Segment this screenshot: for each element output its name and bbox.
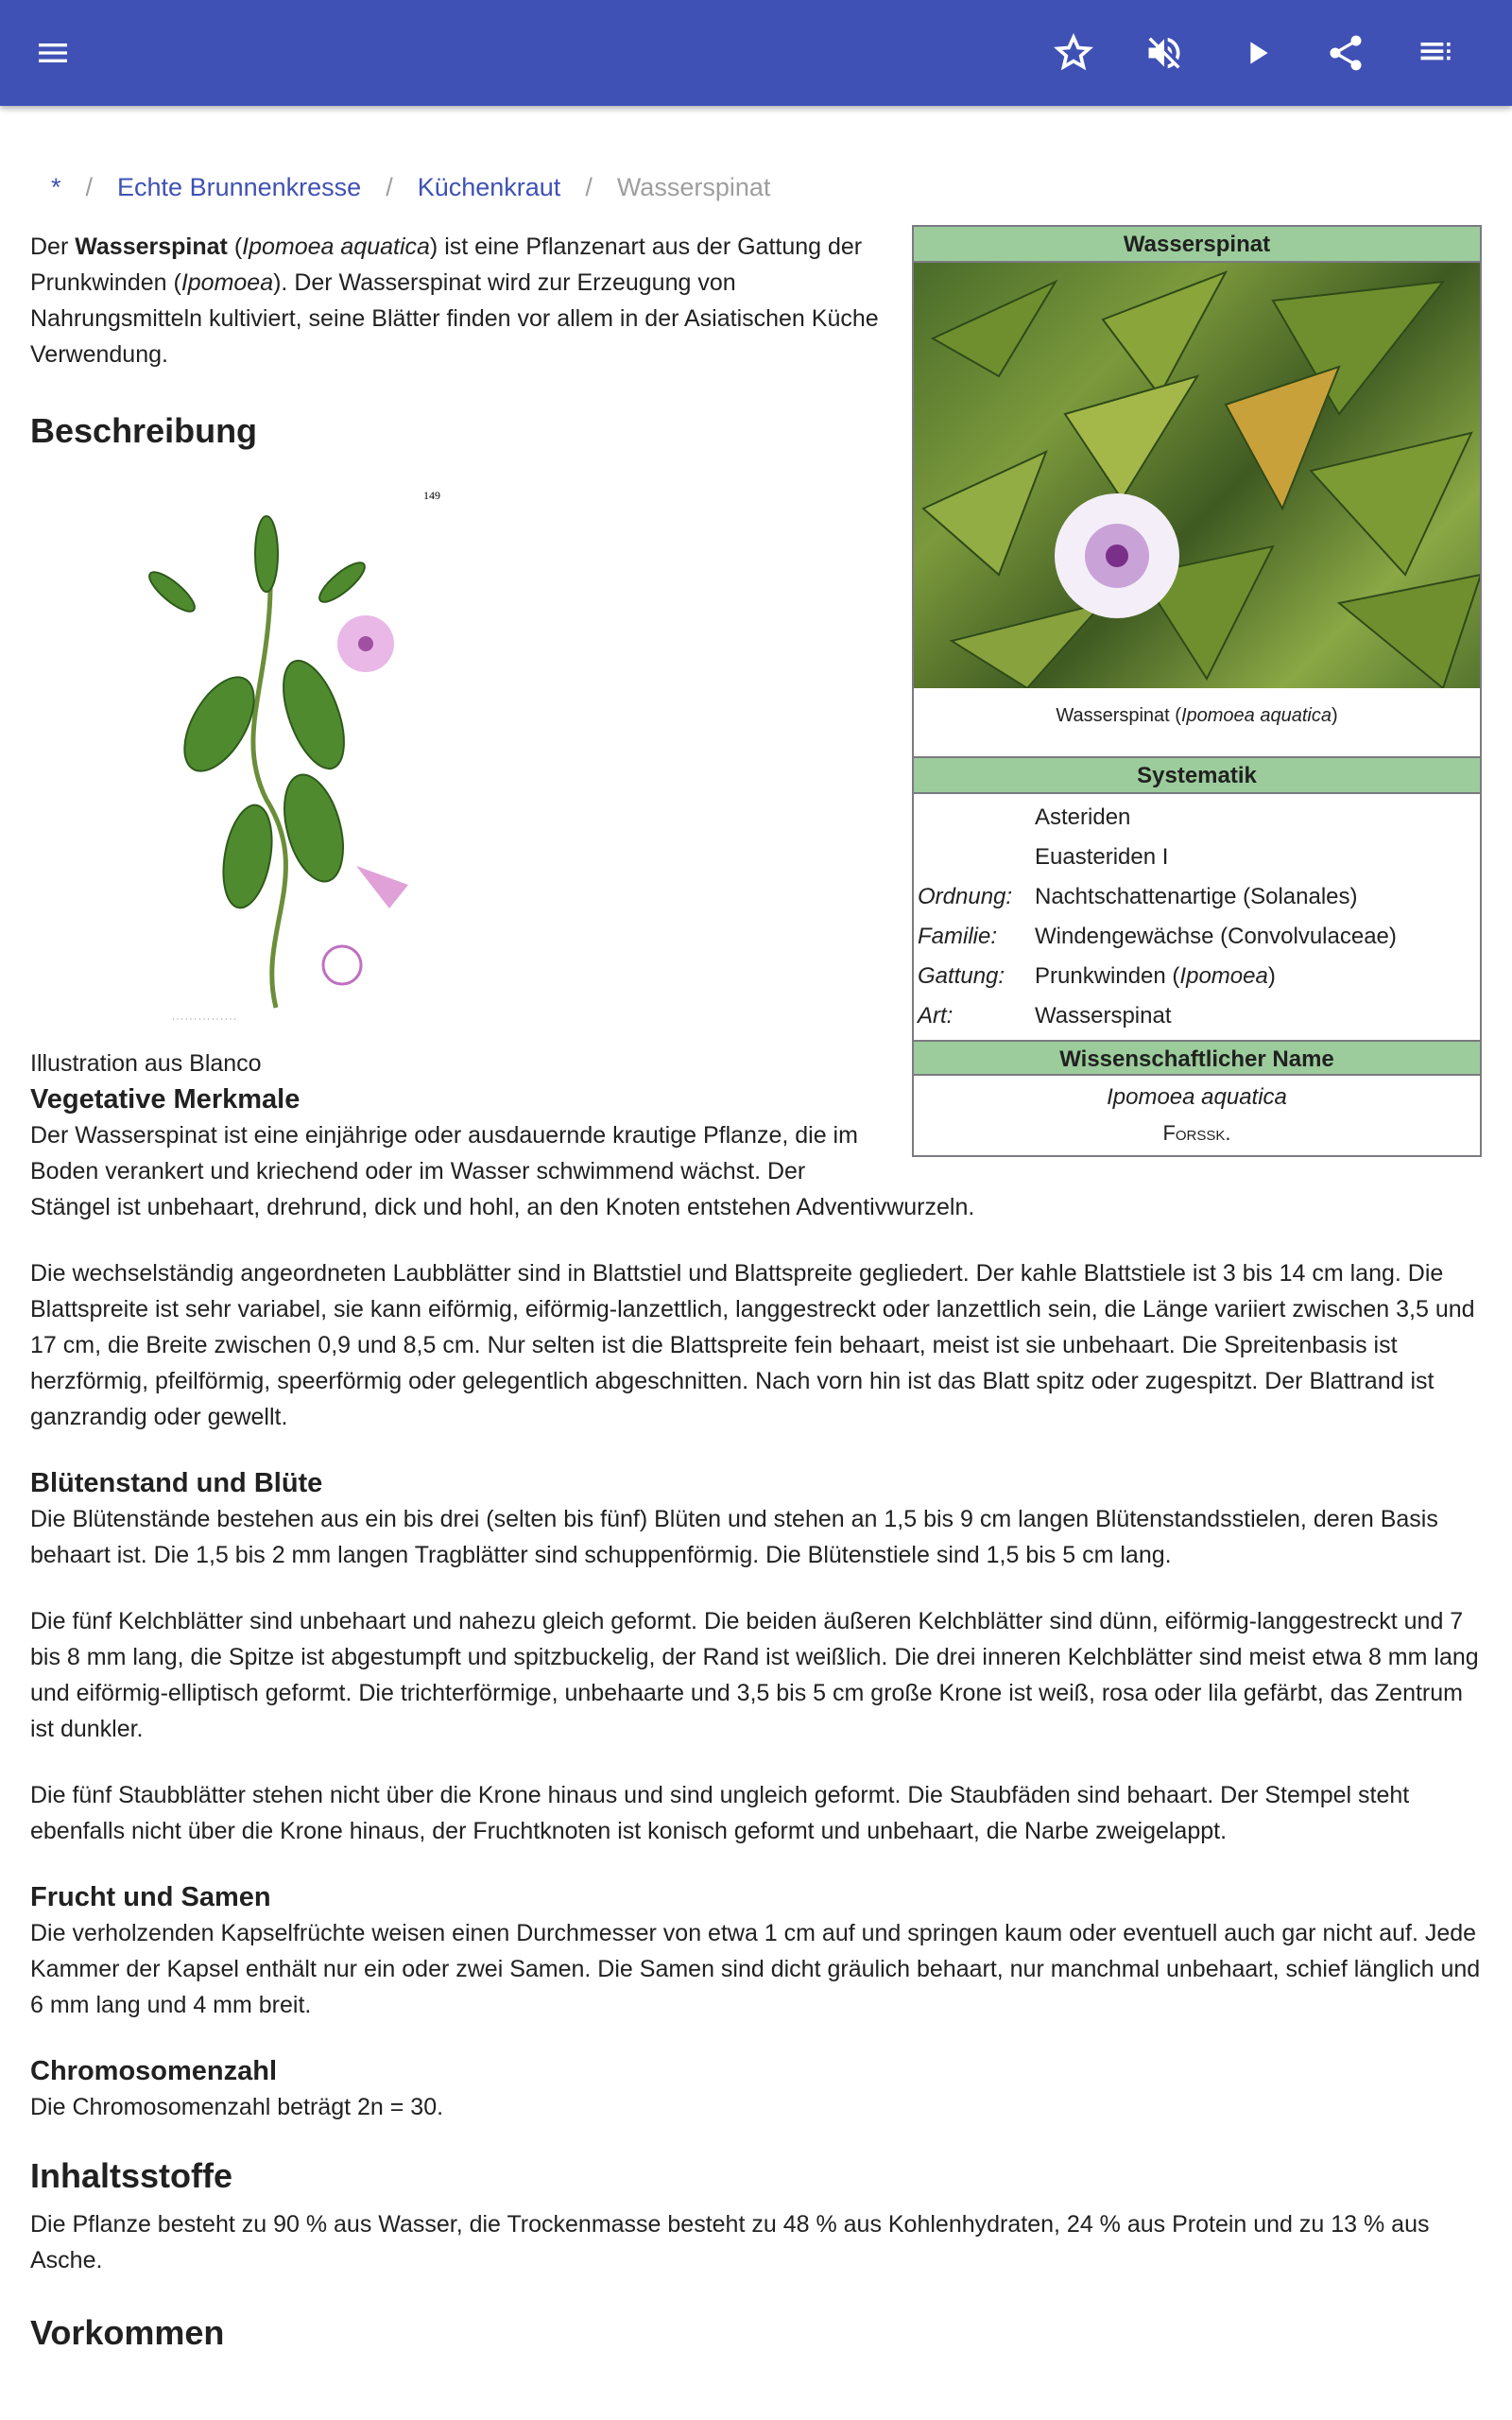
- taxon-link[interactable]: Euasteriden I: [1035, 844, 1169, 870]
- breadcrumb-separator: /: [85, 173, 94, 201]
- scientific-name: [914, 1076, 1480, 1155]
- plate-number: 149: [423, 489, 440, 502]
- star-icon[interactable]: [1047, 26, 1100, 79]
- article: [30, 106, 1482, 2380]
- paragraph: Die wechselständig angeordneten Laubblätter sind in Blattstiel und Blattspreite gegliedert. Der kahle Blattstiele ist 3 bis 14 cm lang. Die Blattspreite ist sehr variabel, sie kann eiförmig, eiförmig-lanzettlich, langgestreckt oder lanzettlich sein, die Länge variiert zwischen 3,5 und 17 cm, die Breite zwischen 0,9 und 8,5 cm. Nur selten ist die Blattspreite fein behaart, meist ist sie unbehaart. Die Spreitenbasis ist herzförmig, pfeilförmig, speerförmig oder gelegentlich abgeschnitten. Nach vorn hin ist das Blatt spitz oder zugespitzt. Der Blattrand ist ganzrandig oder gewellt.: [30, 1260, 1475, 1430]
- paragraph: Der Wasserspinat ist eine einjährige oder ausdauernde krautige Pflanze, die im Boden verankert und kriechend oder im Wasser schwimmend wächst. Der Stängel ist unbehaart, drehrund, dick und hohl, an den Knoten entstehen Adventivwurzeln.: [30, 1122, 975, 1220]
- paragraph: Die Pflanze besteht zu 90 % aus Wasser, die Trockenmasse besteht zu 48 % aus Kohlenhydraten, 24 % aus Protein und zu 13 % aus Asche.: [30, 2211, 1430, 2273]
- systematik-header: Systematik: [914, 758, 1480, 794]
- heading-inhaltsstoffe: Inhaltsstoffe: [30, 2156, 233, 2195]
- scientific-name-text: Ipomoea aquatica: [1107, 1084, 1287, 1110]
- paragraph: Die verholzenden Kapselfrüchte weisen einen Durchmesser von etwa 1 cm auf und springen kaum oder eventuell auch gar nicht auf. Jede Kammer der Kapsel enthält nur ein oder zwei Samen. Die Samen sind dicht gräulich behaart, nur manchmal unbehaart, schief länglich und 6 mm lang und 4 mm breit.: [30, 1920, 1481, 2018]
- breadcrumb-separator: /: [386, 173, 393, 201]
- scientific-name-header: Wissenschaftlicher Name: [914, 1040, 1480, 1076]
- taxonomy-row: [914, 957, 1480, 996]
- taxon-link[interactable]: Nachtschattenartige (Solanales): [1035, 884, 1358, 909]
- taxonomy-row: [914, 798, 1480, 838]
- rank-label: Art:: [918, 1003, 954, 1028]
- heading-vegetative-merkmale: Vegetative Merkmale: [30, 1084, 301, 1115]
- taxon-link[interactable]: Prunkwinden (Ipomoea): [1035, 963, 1276, 989]
- breadcrumb-kuechenkraut[interactable]: Küchenkraut: [417, 173, 561, 201]
- taxon-link[interactable]: Asteriden: [1035, 804, 1131, 830]
- taxobox: [912, 225, 1482, 1157]
- rank-label: Gattung:: [918, 963, 1005, 989]
- heading-frucht-und-samen: Frucht und Samen: [30, 1882, 271, 1912]
- taxonomy-table: [914, 794, 1480, 1040]
- plant-photo[interactable]: [914, 263, 1480, 688]
- paragraph: Die fünf Kelchblätter sind unbehaart und nahezu gleich geformt. Die beiden äußeren Kelchblätter sind dünn, eiförmig-langgestreckt und 7 bis 8 mm lang, die Spitze ist abgestumpft und spitzbuckelig, der Rand ist weißlich. Die drei inneren Kelchblätter sind meist etwa 8 mm lang und eiförmig-elliptisch geformt. Die trichterförmige, unbehaarte und 3,5 bis 5 cm große Krone ist weiß, rosa oder lila gefärbt, das Zentrum ist dunkler.: [30, 1608, 1479, 1742]
- breadcrumb: [30, 168, 1482, 206]
- breadcrumb-echte-brunnenkresse[interactable]: Echte Brunnenkresse: [117, 173, 362, 201]
- rank-label: Ordnung:: [918, 884, 1013, 909]
- taxonomy-row: [914, 838, 1480, 877]
- taxon-value: Wasserspinat: [1035, 1003, 1172, 1028]
- menu-icon[interactable]: [26, 26, 79, 79]
- taxonomy-row: [914, 877, 1480, 917]
- paragraph: Die Blütenstände bestehen aus ein bis drei (selten bis fünf) Blüten und stehen an 1,5 bis 9 cm langen Blütenstandsstielen, deren Basis behaart ist. Die 1,5 bis 2 mm langen Tragblätter sind schuppenförmig. Die Blütenstiele sind 1,5 bis 5 cm lang.: [30, 1506, 1438, 1568]
- infobox-title: Wasserspinat: [914, 227, 1480, 263]
- breadcrumb-home[interactable]: *: [51, 173, 61, 201]
- heading-beschreibung: Beschreibung: [30, 411, 258, 450]
- paragraph: Die Chromosomenzahl beträgt 2n = 30.: [30, 2094, 444, 2120]
- taxonomy-row: [914, 996, 1480, 1036]
- paragraph: Die fünf Staubblätter stehen nicht über die Krone hinaus und sind ungleich geformt. Die Staubfäden sind behaart. Der Stempel steht ebenfalls nicht über die Krone hinaus, der Fruchtknoten ist konisch geformt und unbehaart, die Narbe zweigelappt.: [30, 1782, 1410, 1844]
- author: Forssk.: [1162, 1121, 1231, 1145]
- rank-label: Familie:: [918, 924, 998, 949]
- play-icon[interactable]: [1230, 26, 1283, 79]
- share-icon[interactable]: [1319, 26, 1372, 79]
- breadcrumb-separator: /: [585, 173, 593, 201]
- volume-off-icon[interactable]: [1138, 26, 1191, 79]
- taxon-link[interactable]: Windengewächse (Convolvulaceae): [1035, 924, 1397, 949]
- botanical-illustration[interactable]: [30, 478, 455, 1046]
- app-toolbar: [0, 0, 1512, 106]
- intro-paragraph: Der Wasserspinat (Ipomoea aquatica) ist eine Pflanzenart aus der Gattung der Prunkwinden (Ipomoea). Der Wasserspinat wird zur Erzeugung von Nahrungsmitteln kultiviert, seine Blätter finden vor allem in der Asiatischen Küche Verwendung.: [30, 233, 879, 368]
- illustration-caption: Illustration aus Blanco: [30, 1050, 262, 1077]
- heading-vorkommen: Vorkommen: [30, 2313, 225, 2352]
- taxonomy-row: [914, 917, 1480, 957]
- breadcrumb-current: Wasserspinat: [616, 173, 771, 201]
- svg-text:· · · · · · · · · · · · · · ·: · · · · · · · · · · · · · · ·: [172, 1015, 236, 1024]
- heading-bluetenstand: Blütenstand und Blüte: [30, 1468, 323, 1498]
- photo-caption: Wasserspinat (Ipomoea aquatica): [914, 688, 1480, 758]
- heading-chromosomenzahl: Chromosomenzahl: [30, 2056, 278, 2086]
- playlist-icon[interactable]: [1410, 26, 1463, 79]
